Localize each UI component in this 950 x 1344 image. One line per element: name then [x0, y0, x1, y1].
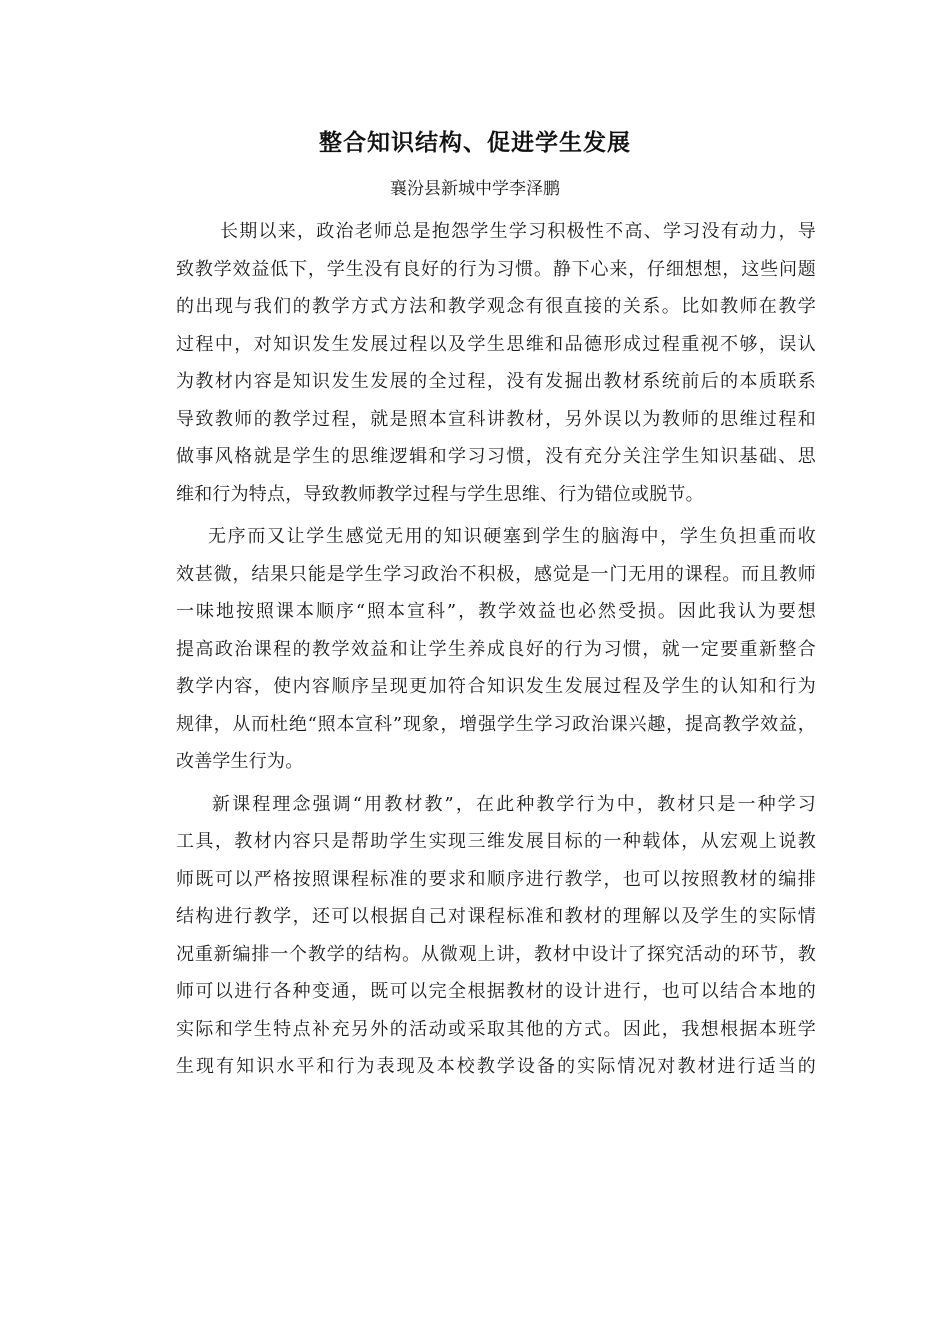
text-line: 师可以进行各种变通，既可以完全根据教材的设计进行，也可以结合本地的: [176, 981, 816, 1002]
text-line: 效甚微，结果只能是学生学习政治不积极，感觉是一门无用的课程。而且教师: [176, 563, 816, 585]
text-line: 无序而又让学生感觉无用的知识硬塞到学生的脑海中，学生负担重而收: [208, 526, 816, 547]
text-line: 师既可以严格按照课程标准的要求和顺序进行教学，也可以按照教材的编排: [176, 868, 816, 890]
text-line: 维和行为特点，导致教师教学过程与学生思维、行为错位或脱节。: [176, 483, 704, 505]
text-line: 实际和学生特点补充另外的活动或采取其他的方式。因此，我想根据本班学: [176, 1018, 816, 1040]
document-body: [176, 213, 816, 1086]
text-line: 长期以来，政治老师总是抱怨学生学习积极性不高、学习没有动力，导: [220, 221, 816, 242]
text-line: 教学内容，使内容顺序呈现更加符合知识发生发展过程及学生的认知和行为: [176, 676, 816, 697]
text-line: 提高政治课程的教学效益和让学生养成良好的行为习惯，就一定要重新整合: [176, 638, 816, 660]
text-line: 做事风格就是学生的思维逻辑和学习习惯，没有充分关注学生知识基础、思: [176, 446, 816, 467]
paragraph-1: [176, 213, 816, 513]
text-line: 规律，从而杜绝“照本宣科”现象，增强学生学习政治课兴趣，提高教学效益，: [176, 713, 816, 735]
paragraph-3: [176, 786, 816, 1086]
text-line: 导致教师的教学过程，就是照本宣科讲教材，另外误以为教师的思维过程和: [176, 408, 816, 430]
text-line: 致教学效益低下，学生没有良好的行为习惯。静下心来，仔细想想，这些问题: [176, 258, 816, 280]
text-line: 一味地按照课本顺序“照本宣科”，教学效益也必然受损。因此我认为要想: [176, 601, 816, 622]
document-author: 襄汾县新城中学李泽鹏: [390, 179, 560, 199]
text-line: 的出现与我们的教学方式方法和教学观念有很直接的关系。比如教师在教学: [176, 296, 816, 317]
text-line: 结构进行教学，还可以根据自己对课程标准和教材的理解以及学生的实际情: [176, 906, 816, 927]
document-title: 整合知识结构、促进学生发展: [319, 130, 631, 156]
text-line: 为教材内容是知识发生发展的全过程，没有发掘出教材系统前后的本质联系: [176, 371, 816, 392]
text-line: 况重新编排一个教学的结构。从微观上讲，教材中设计了探究活动的环节，教: [176, 943, 816, 965]
paragraph-2: [176, 518, 816, 781]
text-line: 工具，教材内容只是帮助学生实现三维发展目标的一种载体，从宏观上说教: [176, 831, 816, 852]
text-line: 生现有知识水平和行为表现及本校教学设备的实际情况对教材进行适当的: [176, 1056, 816, 1077]
text-line: 新课程理念强调“用教材教”，在此种教学行为中，教材只是一种学习: [212, 793, 816, 815]
text-line: 改善学生行为。: [176, 751, 304, 772]
text-line: 过程中，对知识发生发展过程以及学生思维和品德形成过程重视不够，误认: [176, 333, 816, 355]
